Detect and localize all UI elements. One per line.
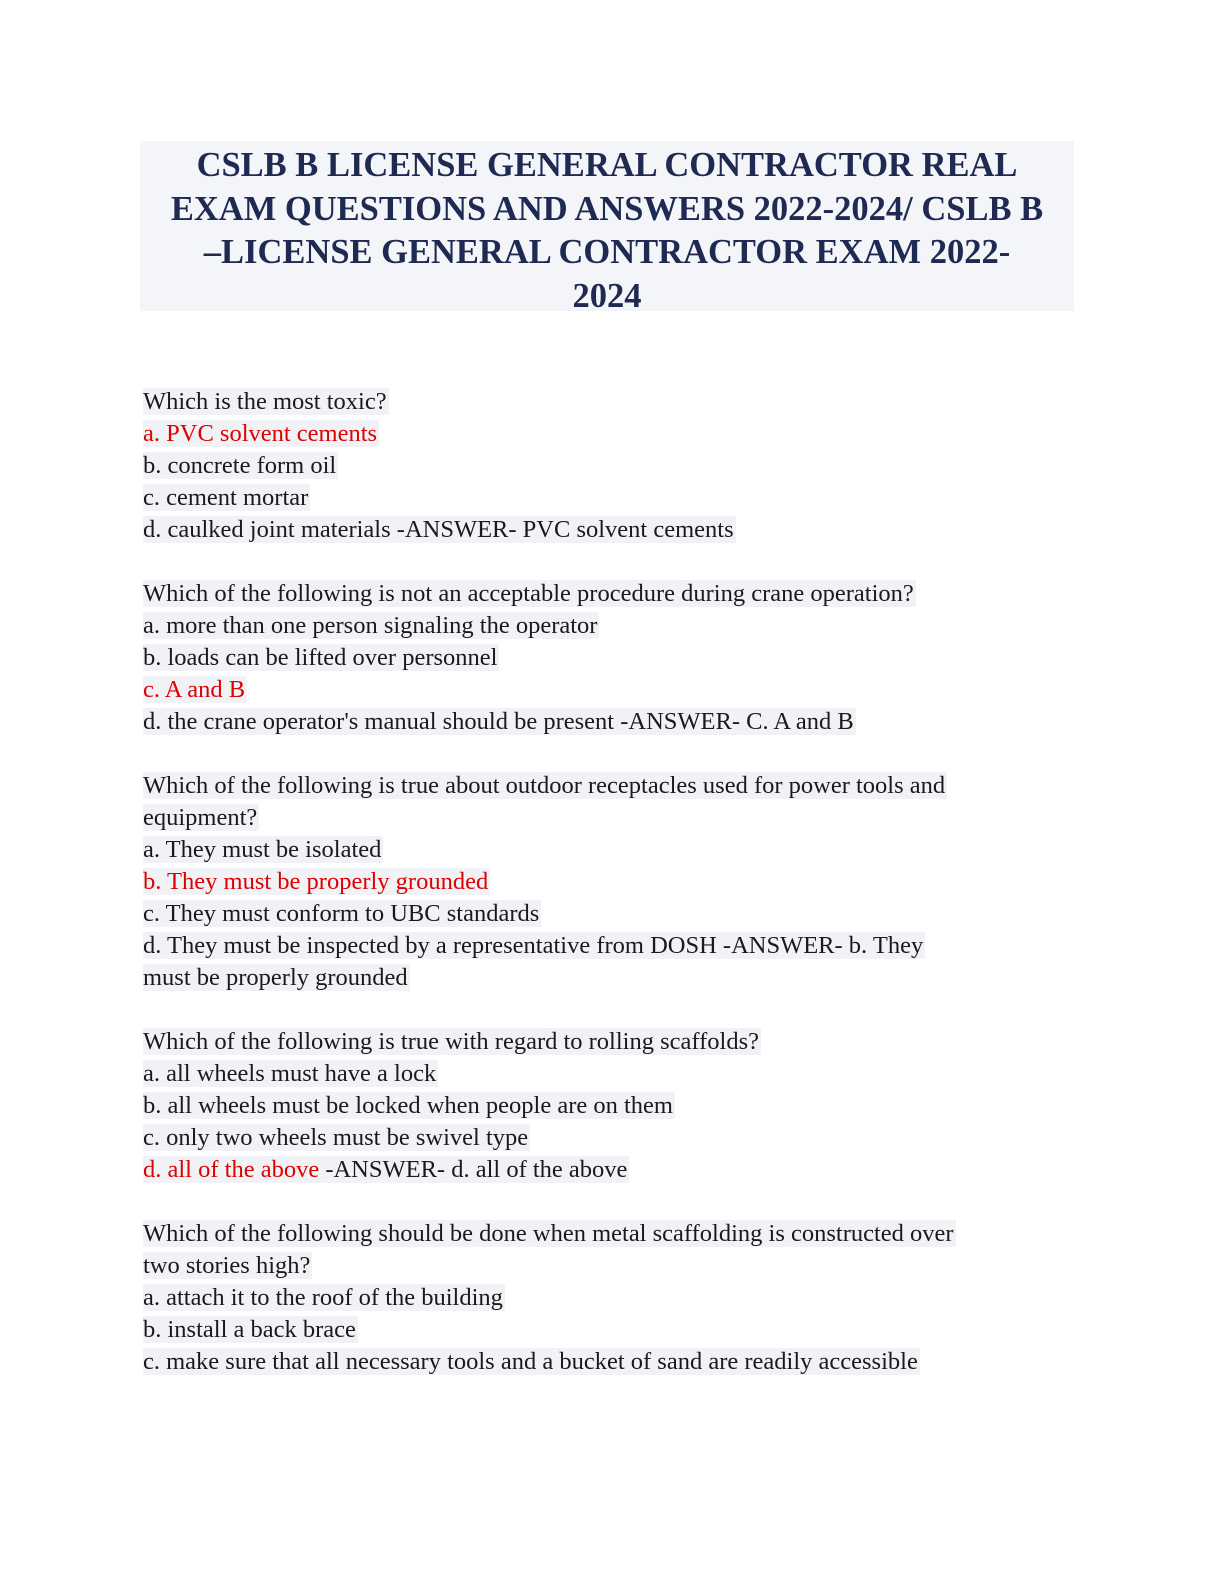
question-text: Which of the following should be done when metal scaffolding is constructed over — [143, 1220, 954, 1247]
question-text: Which of the following is true with regard to rolling scaffolds? — [143, 1028, 759, 1055]
correct-option: b. They must be properly grounded — [143, 868, 489, 895]
question-block — [143, 386, 1083, 546]
option: b. all wheels must be locked when people are on them — [143, 1092, 673, 1119]
correct-option: c. A and B — [143, 676, 246, 703]
option: c. only two wheels must be swivel type — [143, 1124, 529, 1151]
option: a. all wheels must have a lock — [143, 1060, 437, 1087]
question-text: two stories high? — [143, 1252, 311, 1279]
answer-text: must be properly grounded — [143, 964, 408, 991]
option: a. more than one person signaling the operator — [143, 612, 598, 639]
option: d. They must be inspected by a representative from DOSH — [143, 932, 717, 959]
answer-text: -ANSWER- PVC solvent cements — [396, 516, 734, 543]
title-line: EXAM QUESTIONS AND ANSWERS 2022-2024/ CSLB B — [170, 189, 1044, 228]
option: b. install a back brace — [143, 1316, 356, 1343]
document-title — [140, 141, 1074, 315]
answer-text: -ANSWER- d. all of the above — [325, 1156, 628, 1183]
title-line: 2024 — [572, 276, 642, 315]
question-text: equipment? — [143, 804, 258, 831]
correct-option: d. all of the above — [143, 1156, 320, 1183]
answer-text: -ANSWER- b. They — [722, 932, 924, 959]
title-line: CSLB B LICENSE GENERAL CONTRACTOR REAL — [196, 146, 1018, 184]
question-text: Which of the following is not an acceptable procedure during crane operation? — [143, 580, 914, 607]
option: d. caulked joint materials — [143, 516, 391, 543]
question-block — [143, 770, 1083, 994]
question-block — [143, 1218, 1083, 1378]
option: b. concrete form oil — [143, 452, 337, 479]
option: c. cement mortar — [143, 484, 309, 511]
question-block — [143, 1026, 1083, 1186]
correct-option: a. PVC solvent cements — [143, 420, 378, 447]
title-line: –LICENSE GENERAL CONTRACTOR EXAM 2022- — [203, 233, 1011, 271]
option: a. They must be isolated — [143, 836, 382, 863]
question-text: Which is the most toxic? — [143, 388, 387, 415]
option: b. loads can be lifted over personnel — [143, 644, 498, 671]
question-block — [143, 578, 1083, 738]
answer-text: -ANSWER- C. A and B — [620, 708, 854, 735]
option: a. attach it to the roof of the building — [143, 1284, 503, 1311]
option: c. make sure that all necessary tools and a bucket of sand are readily accessible — [143, 1348, 918, 1375]
question-list — [143, 386, 1083, 1410]
option: d. the crane operator's manual should be present — [143, 708, 615, 735]
option: c. They must conform to UBC standards — [143, 900, 540, 927]
question-text: Which of the following is true about outdoor receptacles used for power tools and — [143, 772, 946, 799]
